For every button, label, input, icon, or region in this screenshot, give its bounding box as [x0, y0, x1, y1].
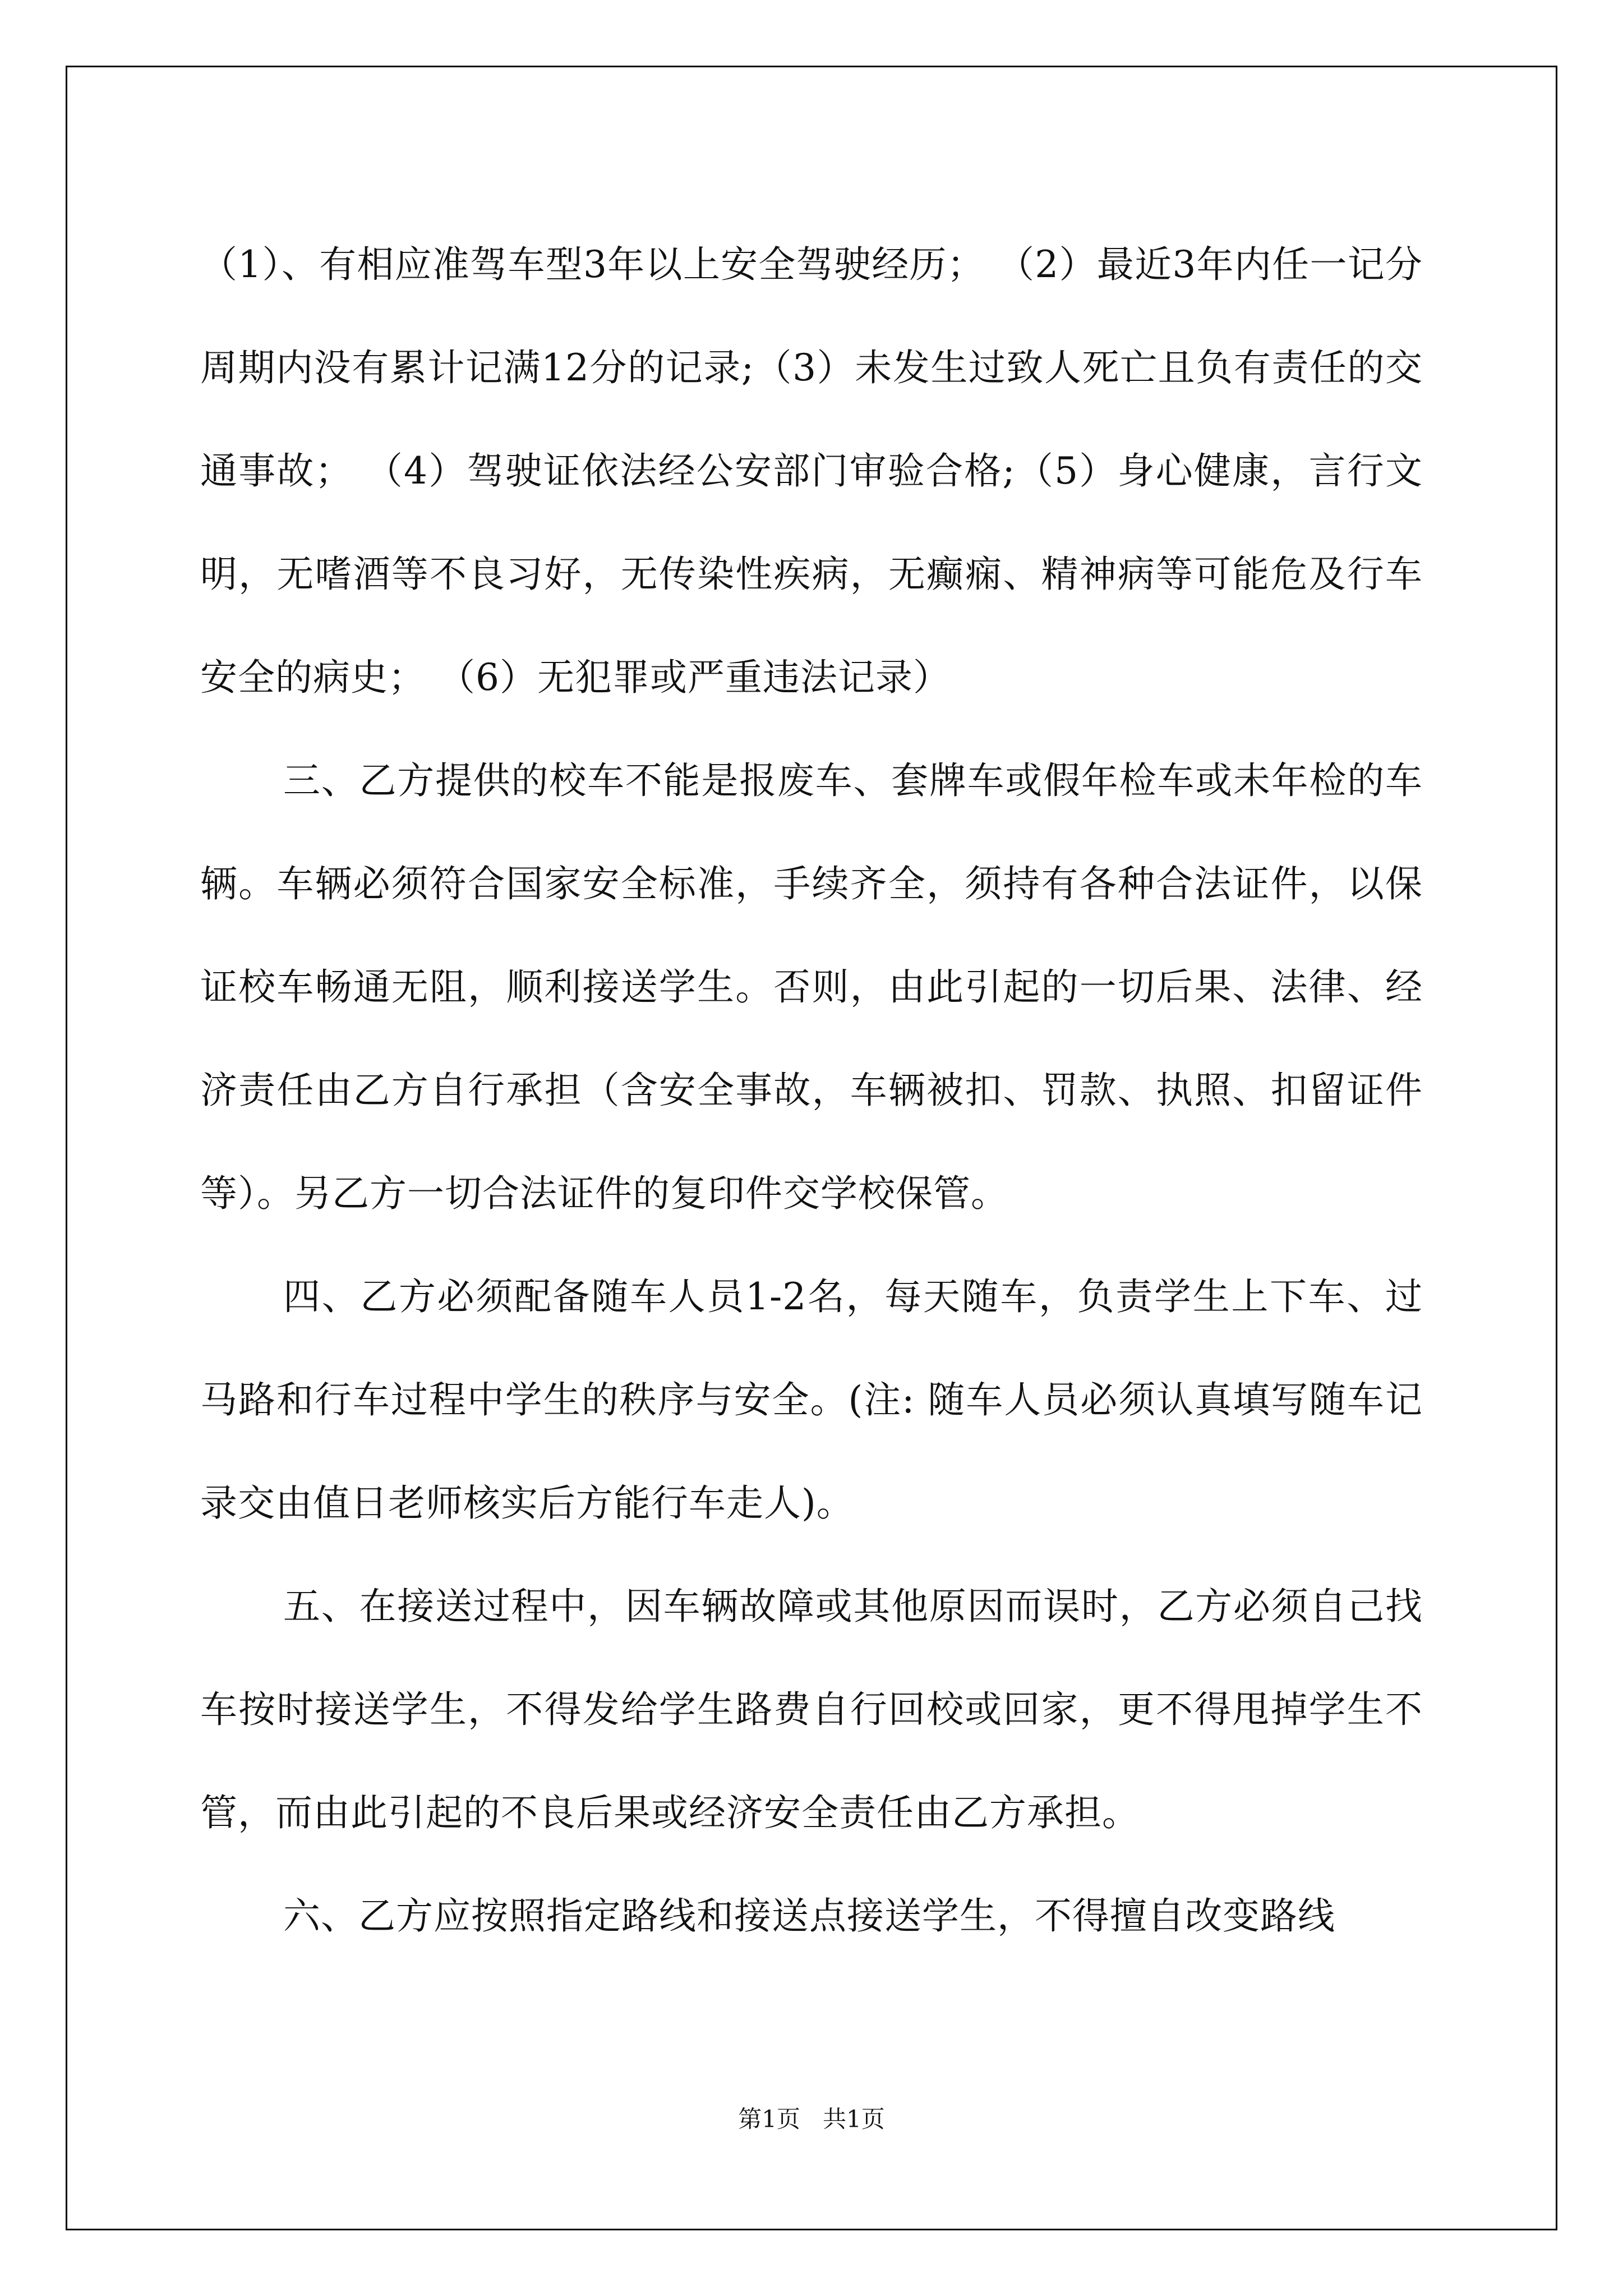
paragraph-clause-4: 四、乙方必须配备随车人员1-2名，每天随车，负责学生上下车、过马路和行车过程中学生的秩序与安全。(注: 随车人员必须认真填写随车记录交由值日老师核实后方能行车走人)。: [200, 1275, 1423, 1525]
document-body: [200, 213, 1423, 1968]
paragraph-clause-5: 五、在接送过程中，因车辆故障或其他原因而误时，乙方必须自己找车按时接送学生，不得发给学生路费自行回校或回家，更不得甩掉学生不管，而由此引起的不良后果或经济安全责任由乙方承担。: [200, 1585, 1423, 1834]
paragraph-clause-6: 六、乙方应按照指定路线和接送点接送学生，不得擅自改变路线: [283, 1894, 1335, 1938]
paragraph-requirements: （1）、有相应准驾车型3年以上安全驾驶经历； （2）最近3年内任一记分周期内没有累计记满12分的记录;（3）未发生过致人死亡且负有责任的交通事故； （4）驾驶证依法经公安部门审验合格;（5）身心健康，言行文明，无嗜酒等不良习好，无传染性疾病，无癫痫、精神病等可能危及行车安全的病史； （6）无犯罪或严重违法记录）: [200, 243, 1423, 699]
paragraph-clause-3: 三、乙方提供的校车不能是报废车、套牌车或假年检车或未年检的车辆。车辆必须符合国家安全标准，手续齐全，须持有各种合法证件，以保证校车畅通无阻，顺利接送学生。否则，由此引起的一切后果、法律、经济责任由乙方自行承担（含安全事故，车辆被扣、罚款、执照、扣留证件等）。另乙方一切合法证件的复印件交学校保管。: [200, 759, 1423, 1215]
page-number: 第1页: [738, 2105, 800, 2133]
page-total: 共1页: [823, 2105, 885, 2133]
page-footer: [0, 2101, 1623, 2134]
